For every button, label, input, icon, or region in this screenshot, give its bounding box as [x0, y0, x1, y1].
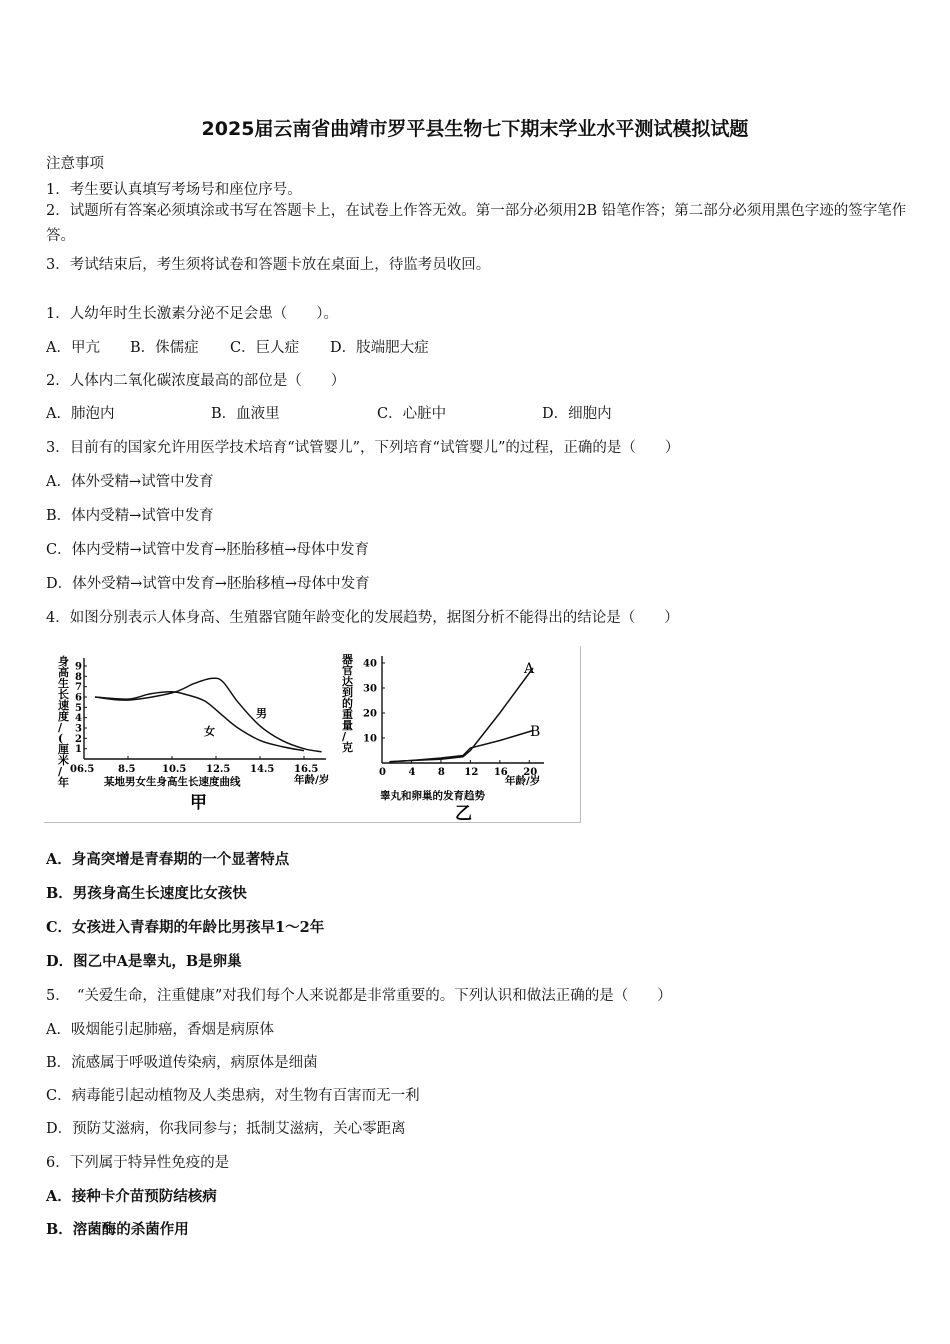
notice-heading: 注意事项: [46, 156, 104, 172]
question-stem: 5． “关爱生命，注重健康”对我们每个人来说都是非常重要的。下列认识和做法正确的是（ ）: [46, 988, 672, 1004]
option[interactable]: D．预防艾滋病，你我同参与；抵制艾滋病，关心零距离: [46, 1121, 406, 1137]
option[interactable]: A．甲亢: [46, 340, 100, 356]
x-tick-label: 16.5: [294, 764, 319, 775]
y-axis-label: 器官达到的重量/克: [342, 653, 353, 754]
option[interactable]: C．女孩进入青春期的年龄比男孩早1～2年: [46, 919, 325, 936]
y-tick-label: 7: [75, 682, 82, 694]
option[interactable]: C．巨人症: [230, 340, 300, 356]
notice-item: 2．试题所有答案必须填涂或书写在答题卡上，在试卷上作答无效。第一部分必须用2B 铅笔作答；第二部分必须用黑色字迹的签字笔作答。: [46, 203, 907, 244]
option[interactable]: C．心脏中: [377, 406, 447, 422]
question-stem: 1．人幼年时生长激素分泌不足会患（ ）。: [46, 306, 338, 322]
y-tick-label: 5: [75, 702, 82, 714]
x-tick-label: 14.5: [250, 764, 275, 775]
x-axis-label: 年龄/岁: [505, 775, 541, 787]
option[interactable]: B．血液里: [211, 406, 280, 422]
question-stem: 3．目前有的国家允许用医学技术培育“试管婴儿”，下列培育“试管婴儿”的过程，正确的是（ ）: [46, 440, 680, 456]
series-line-boy: [95, 678, 322, 752]
x-tick-label: 0: [379, 767, 386, 778]
x-tick-label: 8: [437, 767, 445, 778]
x-tick-label: 8.5: [118, 764, 136, 775]
x-axis-label: 年龄/岁: [294, 774, 330, 786]
legend-boy: 男: [256, 707, 267, 720]
option[interactable]: B．男孩身高生长速度比女孩快: [46, 885, 247, 902]
question-stem: 4．如图分别表示人体身高、生殖器官随年龄变化的发展趋势，据图分析不能得出的结论是（ ）: [46, 610, 679, 626]
x-tick-label: 10.5: [162, 764, 187, 775]
question-options: [46, 402, 612, 423]
growth-figure: [44, 646, 581, 823]
chart-title: 某地男女生身高生长速度曲线: [104, 776, 241, 788]
option[interactable]: B．溶菌酶的杀菌作用: [46, 1221, 189, 1238]
page-title: 2025届云南省曲靖市罗平县生物七下期末学业水平测试模拟试题: [201, 118, 749, 140]
x-tick-label: 12: [464, 767, 479, 778]
option[interactable]: A．体外受精→试管中发育: [46, 474, 214, 490]
x-tick-label: 06.5: [70, 764, 95, 775]
option[interactable]: A．接种卡介苗预防结核病: [46, 1188, 217, 1205]
x-tick-label: 4: [408, 767, 416, 778]
question-options: [46, 336, 429, 357]
question-stem: 2．人体内二氧化碳浓度最高的部位是（ ）: [46, 373, 346, 389]
legend-B: B: [530, 724, 541, 740]
y-tick-label: 40: [363, 658, 377, 670]
legend-girl: 女: [204, 725, 215, 738]
figure-canvas: [44, 646, 580, 822]
x-tick-label: 16: [493, 767, 508, 778]
option[interactable]: D．图乙中A是睾丸，B是卵巢: [46, 953, 242, 970]
question-stem: 6．下列属于特异性免疫的是: [46, 1155, 230, 1171]
option[interactable]: D．肢端肥大症: [330, 340, 429, 356]
legend-A: A: [524, 661, 535, 677]
option[interactable]: A．身高突增是青春期的一个显著特点: [46, 851, 290, 868]
x-tick-label: 20: [523, 767, 538, 778]
option[interactable]: B．侏儒症: [130, 340, 199, 356]
y-axis-label: 身高生长速度/ (厘米/年: [58, 655, 69, 789]
option[interactable]: D．体外受精→试管中发育→胚胎移植→母体中发育: [46, 576, 370, 592]
option[interactable]: B．体内受精→试管中发育: [46, 508, 214, 524]
panel-label: 甲: [190, 793, 207, 813]
x-tick-label: 12.5: [206, 764, 231, 775]
option[interactable]: C．病毒能引起动植物及人类患病，对生物有百害而无一利: [46, 1088, 420, 1104]
y-tick-label: 3: [75, 723, 82, 735]
notice-item: 1．考生要认真填写考场号和座位序号。: [46, 182, 302, 198]
y-tick-label: 20: [363, 708, 377, 720]
chart-panel-yi: [341, 652, 544, 822]
y-tick-label: 8: [75, 671, 82, 683]
chart-panel-jia: [57, 654, 329, 813]
y-tick-label: 9: [75, 661, 82, 673]
y-tick-label: 2: [75, 733, 82, 745]
option[interactable]: B．流感属于呼吸道传染病，病原体是细菌: [46, 1055, 318, 1071]
y-tick-label: 30: [363, 683, 377, 695]
chart-title: 睾丸和卵巢的发育趋势: [380, 790, 485, 802]
y-tick-label: 6: [75, 692, 82, 704]
option[interactable]: A．吸烟能引起肺癌，香烟是病原体: [46, 1022, 274, 1038]
y-tick-label: 10: [363, 733, 377, 745]
notice-item: 3．考试结束后，考生须将试卷和答题卡放在桌面上，待监考员收回。: [46, 257, 491, 273]
option[interactable]: A．肺泡内: [46, 406, 115, 422]
panel-label: 乙: [455, 804, 472, 822]
series-line-A: [389, 668, 533, 762]
y-tick-label: 4: [75, 713, 82, 725]
option[interactable]: D．细胞内: [542, 406, 612, 422]
option[interactable]: C．体内受精→试管中发育→胚胎移植→母体中发育: [46, 542, 370, 558]
y-tick-label: 1: [75, 744, 82, 756]
